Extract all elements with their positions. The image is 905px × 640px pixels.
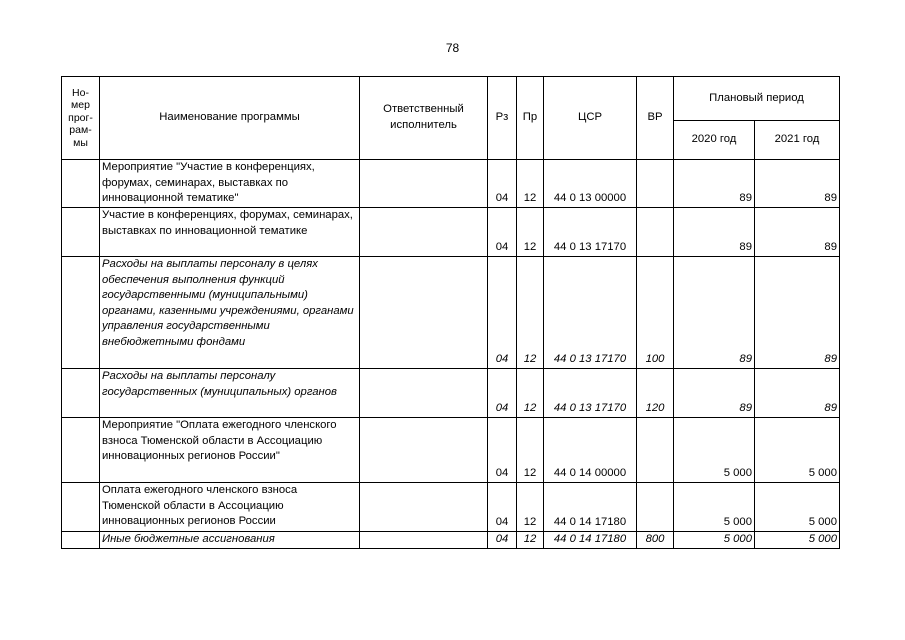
name-cell: Оплата ежегодного членского взноса Тюменской области в Ассоциацию инновационных регионов России — [100, 483, 360, 532]
csr-cell: 44 0 14 17180 — [544, 532, 637, 549]
amount-2021-cell: 89 — [755, 257, 840, 369]
vr-cell: 120 — [637, 369, 674, 418]
executor-cell — [360, 532, 488, 549]
page-number: 78 — [445, 41, 460, 55]
table-row — [62, 160, 840, 208]
vr-cell: 800 — [637, 532, 674, 549]
amount-2021-cell: 5 000 — [755, 418, 840, 483]
executor-cell — [360, 257, 488, 369]
number-cell — [62, 532, 100, 549]
budget-table — [61, 76, 840, 549]
amount-2021-cell: 5 000 — [755, 483, 840, 532]
amount-2021-cell: 89 — [755, 369, 840, 418]
number-cell — [62, 257, 100, 369]
rz-cell: 04 — [488, 160, 517, 208]
amount-2020-cell: 5 000 — [674, 532, 755, 549]
executor-cell — [360, 483, 488, 532]
vr-cell: 100 — [637, 257, 674, 369]
table-row — [62, 369, 840, 418]
number-cell — [62, 208, 100, 257]
vr-cell — [637, 483, 674, 532]
amount-2020-cell: 89 — [674, 257, 755, 369]
executor-cell — [360, 369, 488, 418]
amount-2021-cell: 89 — [755, 208, 840, 257]
csr-cell: 44 0 14 00000 — [544, 418, 637, 483]
pr-cell: 12 — [517, 369, 544, 418]
header-pr: Пр — [517, 77, 544, 160]
header-vr: ВР — [637, 77, 674, 160]
vr-cell — [637, 160, 674, 208]
executor-cell — [360, 160, 488, 208]
name-cell: Иные бюджетные ассигнования — [100, 532, 360, 549]
amount-2020-cell: 5 000 — [674, 418, 755, 483]
table-row — [62, 418, 840, 483]
executor-cell — [360, 208, 488, 257]
header-number: Но-мер прог-рам-мы — [62, 77, 100, 160]
name-cell: Мероприятие "Оплата ежегодного членского взноса Тюменской области в Ассоциацию инновационных регионов России" — [100, 418, 360, 483]
csr-cell: 44 0 13 00000 — [544, 160, 637, 208]
rz-cell: 04 — [488, 208, 517, 257]
number-cell — [62, 418, 100, 483]
amount-2020-cell: 5 000 — [674, 483, 755, 532]
rz-cell: 04 — [488, 369, 517, 418]
amount-2021-cell: 5 000 — [755, 532, 840, 549]
amount-2020-cell: 89 — [674, 208, 755, 257]
rz-cell: 04 — [488, 483, 517, 532]
header-plan-period: Плановый период — [674, 77, 840, 121]
amount-2020-cell: 89 — [674, 160, 755, 208]
pr-cell: 12 — [517, 208, 544, 257]
header-csr: ЦСР — [544, 77, 637, 160]
pr-cell: 12 — [517, 160, 544, 208]
header-rz: Рз — [488, 77, 517, 160]
header-year-2021: 2021 год — [755, 121, 840, 160]
table-row — [62, 257, 840, 369]
vr-cell — [637, 208, 674, 257]
number-cell — [62, 369, 100, 418]
number-cell — [62, 483, 100, 532]
name-cell: Расходы на выплаты персоналу государственных (муниципальных) органов — [100, 369, 360, 418]
rz-cell: 04 — [488, 418, 517, 483]
table-row — [62, 208, 840, 257]
csr-cell: 44 0 13 17170 — [544, 257, 637, 369]
name-cell: Участие в конференциях, форумах, семинарах, выставках по инновационной тематике — [100, 208, 360, 257]
header-year-2020: 2020 год — [674, 121, 755, 160]
amount-2021-cell: 89 — [755, 160, 840, 208]
name-cell: Расходы на выплаты персоналу в целях обеспечения выполнения функций государственными (муниципальными) органами, казенными учреждениями, органами управления государственными внебюджетными фондами — [100, 257, 360, 369]
amount-2020-cell: 89 — [674, 369, 755, 418]
header-executor: Ответственный исполнитель — [360, 77, 488, 160]
name-cell: Мероприятие "Участие в конференциях, форумах, семинарах, выставках по инновационной тематике" — [100, 160, 360, 208]
pr-cell: 12 — [517, 418, 544, 483]
csr-cell: 44 0 13 17170 — [544, 208, 637, 257]
executor-cell — [360, 418, 488, 483]
table-row — [62, 532, 840, 549]
rz-cell: 04 — [488, 257, 517, 369]
pr-cell: 12 — [517, 532, 544, 549]
header-name: Наименование программы — [100, 77, 360, 160]
pr-cell: 12 — [517, 257, 544, 369]
csr-cell: 44 0 13 17170 — [544, 369, 637, 418]
pr-cell: 12 — [517, 483, 544, 532]
number-cell — [62, 160, 100, 208]
csr-cell: 44 0 14 17180 — [544, 483, 637, 532]
rz-cell: 04 — [488, 532, 517, 549]
table-row — [62, 483, 840, 532]
vr-cell — [637, 418, 674, 483]
